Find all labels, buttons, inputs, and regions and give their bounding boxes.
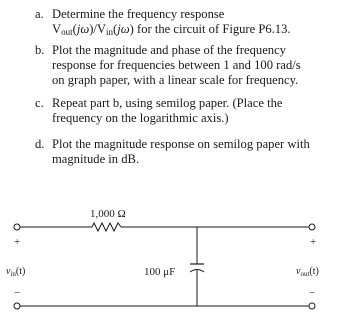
j-omega-1: jω — [76, 22, 90, 36]
output-plus-sign: + — [310, 236, 317, 248]
vin-label: $v_{in}(t)$ — [6, 266, 26, 278]
problem-c-line-2: frequency on the logarithmic axis.) — [52, 111, 229, 125]
problem-b-line-3: on graph paper, with a linear scale for frequency. — [52, 73, 299, 87]
problem-d-letter: d. — [35, 137, 45, 151]
problem-b-line-2: response for frequencies between 1 and 100 rad/s — [52, 58, 301, 72]
vout-subscript: out — [61, 27, 73, 37]
problem-c-line-1: Repeat part b, using semilog paper. (Place the — [52, 96, 283, 110]
vin-subscript: in — [106, 27, 114, 37]
resistor-label: 1,000 Ω — [90, 208, 126, 220]
vout-v: V — [52, 22, 62, 36]
resistor-symbol — [92, 223, 121, 231]
problem-c-letter: c. — [35, 96, 44, 110]
output-terminal-top — [309, 224, 315, 230]
problem-a-line-1: Determine the frequency response — [52, 7, 225, 21]
output-terminal-bottom — [309, 303, 315, 309]
input-terminal-top — [14, 224, 20, 230]
vout-label: $v_{out}(t)$ — [296, 266, 319, 278]
capacitor-label: 100 μF — [144, 266, 176, 278]
problem-a-letter: a. — [35, 7, 44, 21]
problem-d-line-1: Plot the magnitude response on semilog paper with — [52, 137, 310, 151]
problem-b-letter: b. — [35, 43, 45, 57]
input-minus-sign: − — [14, 287, 21, 299]
j-omega-2: jω — [117, 22, 130, 36]
input-terminal-bottom — [14, 303, 20, 309]
output-minus-sign: − — [309, 287, 316, 299]
problem-a-line-2: Vout(jω)/Vin(jω) for the circuit of Figure P6.13. — [52, 22, 291, 37]
input-plus-sign: + — [14, 236, 21, 248]
problem-d-line-2: magnitude in dB. — [52, 152, 140, 166]
problem-b-line-1: Plot the magnitude and phase of the frequency — [52, 43, 286, 57]
